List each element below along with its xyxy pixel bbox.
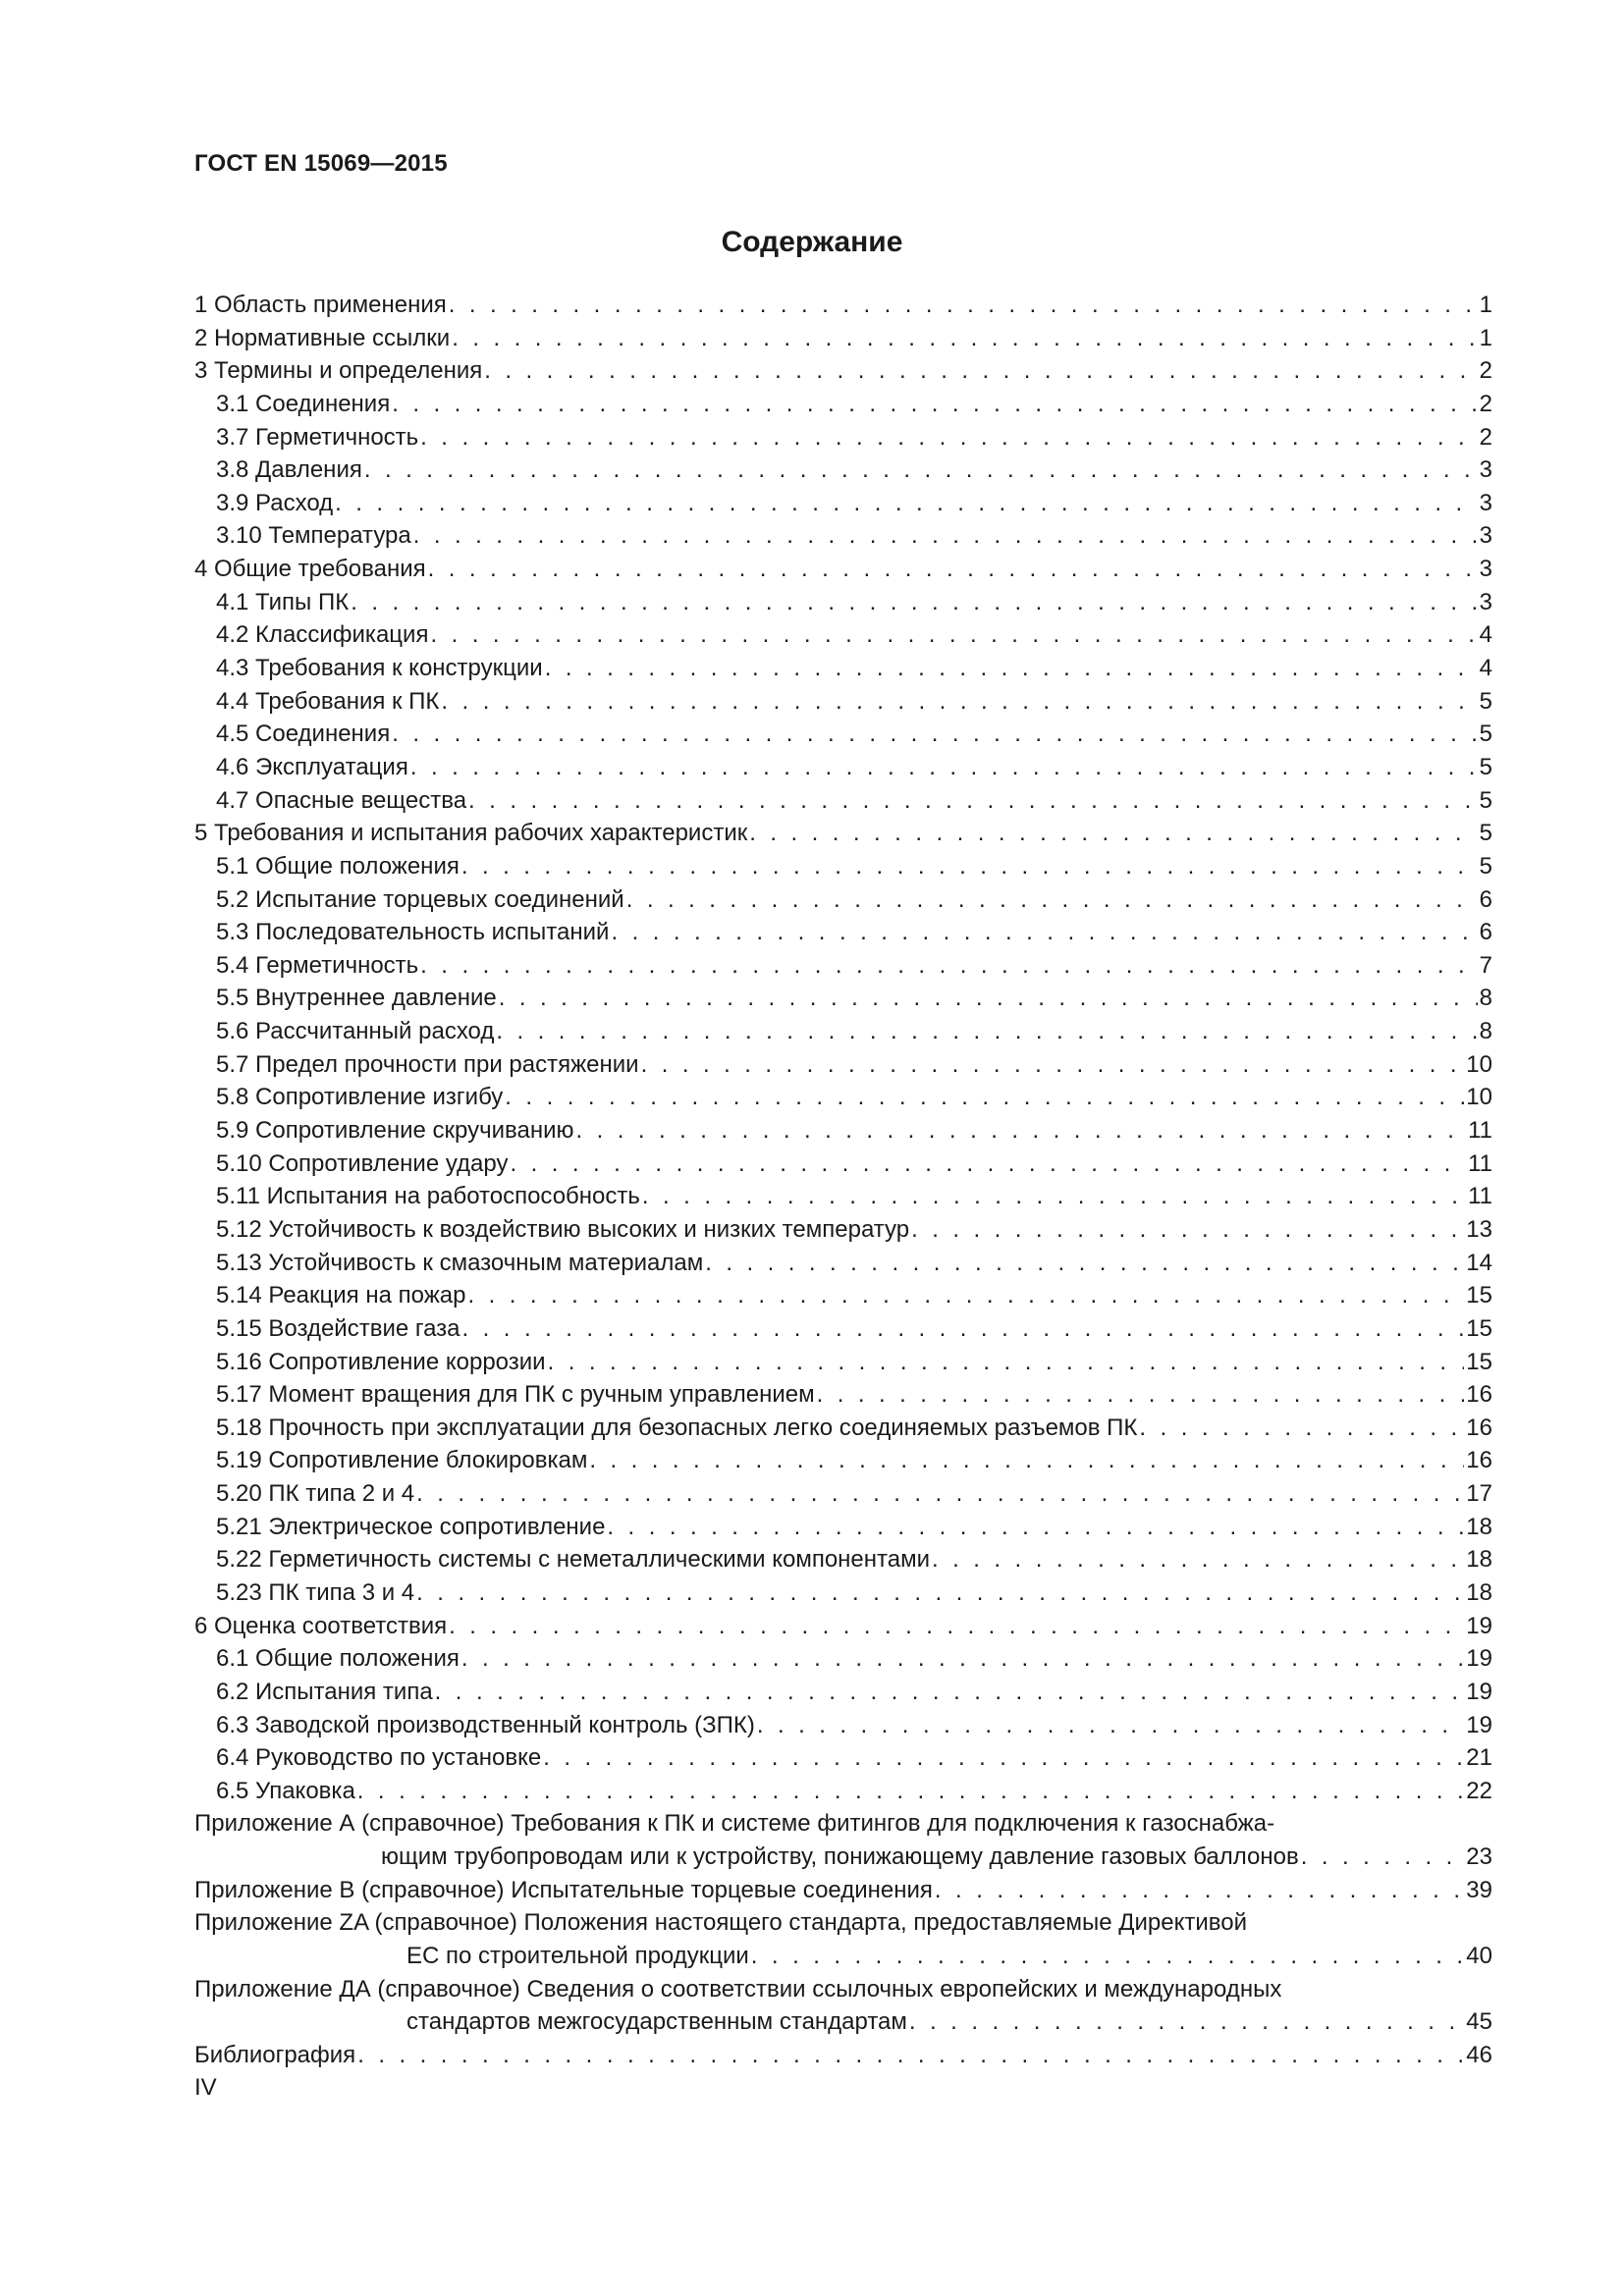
toc-entry-title: 4.4 Требования к ПК — [216, 687, 440, 715]
leader-dots — [510, 1148, 1466, 1181]
toc-entry-title: 4.7 Опасные вещества — [216, 786, 467, 814]
toc-entry-title: 5.7 Предел прочности при растяжении — [216, 1050, 639, 1078]
leader-dots — [932, 1543, 1464, 1576]
toc-entry-title: 5.16 Сопротивление коррозии — [216, 1348, 546, 1375]
leader-dots — [1301, 1841, 1465, 1874]
toc-page-number: 40 — [1466, 1943, 1492, 1970]
leader-dots — [449, 289, 1478, 322]
toc-annex-da-title: Приложение ДА (справочное) Сведения о соответствии ссылочных европейских и международных — [194, 1975, 1282, 2002]
toc-annex-za-title: Приложение ZA (справочное) Положения настоящего стандарта, предоставляемые Директивой — [194, 1909, 1247, 1937]
toc-page-number: 16 — [1466, 1414, 1492, 1441]
toc-page-number: 2 — [1479, 357, 1492, 385]
toc-entry-title: 3 Термины и определения — [194, 357, 483, 385]
toc-page-number: 5 — [1479, 721, 1492, 748]
toc-page-number: 6 — [1479, 885, 1492, 913]
toc-entry[interactable] — [194, 519, 1492, 553]
toc-entry[interactable] — [194, 1642, 1492, 1676]
leader-dots — [462, 1312, 1465, 1346]
toc-entry[interactable] — [194, 487, 1492, 520]
toc-page-number: 23 — [1466, 1843, 1492, 1871]
toc-entry-title: 5.10 Сопротивление удару — [216, 1149, 509, 1177]
toc-page-number: 4 — [1479, 655, 1492, 682]
toc-entry[interactable] — [194, 751, 1492, 784]
toc-page-number: 7 — [1479, 951, 1492, 979]
toc-entry[interactable] — [194, 1247, 1492, 1280]
leader-dots — [357, 1775, 1465, 1808]
leader-dots — [428, 553, 1478, 586]
toc-entry-title: 4.2 Классификация — [216, 621, 429, 649]
toc-entry-title: 5.2 Испытание торцевых соединений — [216, 885, 624, 913]
toc-entry-title: 4.3 Требования к конструкции — [216, 655, 543, 682]
toc-annex-za-line2[interactable] — [194, 1940, 1492, 1973]
toc-page-number: 5 — [1479, 753, 1492, 780]
toc-entry-title: 4.5 Соединения — [216, 721, 391, 748]
toc-entry[interactable] — [194, 586, 1492, 619]
toc-entry[interactable] — [194, 1148, 1492, 1181]
toc-entry-title: 5.1 Общие положения — [216, 852, 460, 880]
leader-dots — [420, 949, 1477, 983]
document-id: ГОСТ EN 15069—2015 — [194, 150, 448, 177]
leader-dots — [461, 850, 1478, 883]
toc-entry[interactable] — [194, 982, 1492, 1015]
page-title: Содержание — [721, 226, 903, 258]
leader-dots — [911, 1213, 1464, 1247]
toc-entry[interactable] — [194, 1676, 1492, 1709]
toc-annex-da-line1[interactable] — [194, 1973, 1492, 2006]
leader-dots — [461, 1642, 1464, 1676]
leader-dots — [416, 1477, 1464, 1511]
toc-entry-title: 5.9 Сопротивление скручиванию — [216, 1117, 574, 1145]
toc-page-number: 2 — [1479, 390, 1492, 417]
toc-entry-title: 3.9 Расход — [216, 489, 334, 516]
toc-entry[interactable] — [194, 322, 1492, 355]
toc-entry-title: 6 Оценка соответствия — [194, 1612, 448, 1639]
toc-entry-title: 5.6 Рассчитанный расход — [216, 1018, 495, 1045]
toc-entry-title: 6.4 Руководство по установке — [216, 1744, 542, 1772]
toc-page-number: 18 — [1466, 1578, 1492, 1606]
toc-entry-title: 5.20 ПК типа 2 и 4 — [216, 1480, 415, 1508]
toc-bibliography-title: Библиография — [194, 2041, 356, 2068]
toc-page-number: 39 — [1466, 1876, 1492, 1903]
leader-dots — [468, 784, 1478, 818]
toc-page-number: 5 — [1479, 852, 1492, 880]
toc-entry-title: 3.8 Давления — [216, 456, 362, 484]
toc-entry[interactable] — [194, 1477, 1492, 1511]
toc-page-number: 3 — [1479, 522, 1492, 550]
toc-page-number: 46 — [1466, 2041, 1492, 2068]
toc-entry[interactable] — [194, 388, 1492, 421]
toc-entry[interactable] — [194, 1015, 1492, 1048]
leader-dots — [1139, 1412, 1464, 1445]
toc-page-number: 17 — [1466, 1480, 1492, 1508]
leader-dots — [626, 883, 1478, 917]
leader-dots — [449, 1610, 1464, 1643]
leader-dots — [817, 1378, 1465, 1412]
toc-annex-za-line1[interactable] — [194, 1906, 1492, 1940]
toc-entry-title: 5.22 Герметичность системы с неметаллическими компонентами — [216, 1546, 931, 1574]
leader-dots — [575, 1114, 1466, 1148]
leader-dots — [410, 751, 1478, 784]
toc-page-number: 22 — [1466, 1777, 1492, 1804]
toc-page-number: 15 — [1466, 1314, 1492, 1342]
toc-page-number: 16 — [1466, 1447, 1492, 1474]
toc-page-number: 19 — [1466, 1645, 1492, 1673]
toc-entry[interactable] — [194, 354, 1492, 388]
toc-entry[interactable] — [194, 421, 1492, 454]
toc-page-number: 11 — [1468, 1149, 1492, 1177]
toc-entry-title: 3.7 Герметичность — [216, 423, 419, 451]
leader-dots — [642, 1180, 1466, 1213]
toc-entry-title: 5.15 Воздействие газа — [216, 1314, 460, 1342]
toc-entry[interactable] — [194, 1312, 1492, 1346]
toc-page-number: 6 — [1479, 919, 1492, 946]
leader-dots — [392, 388, 1477, 421]
toc-entry-title: 3.1 Соединения — [216, 390, 391, 417]
toc-entry[interactable] — [194, 1346, 1492, 1379]
toc-page-number: 21 — [1466, 1744, 1492, 1772]
toc-entry[interactable] — [194, 1378, 1492, 1412]
toc-page-number: 1 — [1479, 292, 1492, 318]
toc-annex-b-title: Приложение В (справочное) Испытательные торцевые соединения — [194, 1876, 933, 1903]
toc-entry[interactable] — [194, 618, 1492, 652]
toc-entry[interactable] — [194, 1543, 1492, 1576]
toc-page-number: 1 — [1479, 324, 1492, 351]
toc-bibliography[interactable] — [194, 2039, 1492, 2072]
toc-entry-title: 4.1 Типы ПК — [216, 588, 350, 615]
toc-entry[interactable] — [194, 1511, 1492, 1544]
toc-page-number: 3 — [1479, 588, 1492, 615]
toc-entry-title: 5.17 Момент вращения для ПК с ручным управлением — [216, 1381, 815, 1409]
toc-entry[interactable] — [194, 1048, 1492, 1082]
toc-entry-title: 4 Общие требования — [194, 556, 426, 583]
toc-entry[interactable] — [194, 1709, 1492, 1742]
toc-entries — [194, 289, 1492, 1807]
toc-page-number: 45 — [1466, 2008, 1492, 2036]
leader-dots — [589, 1444, 1464, 1477]
toc-page-number: 18 — [1466, 1513, 1492, 1540]
toc-entry[interactable] — [194, 883, 1492, 917]
toc-entry[interactable] — [194, 289, 1492, 322]
leader-dots — [413, 519, 1478, 553]
leader-dots — [548, 1346, 1465, 1379]
toc-entry[interactable] — [194, 1279, 1492, 1312]
toc-page-number: 10 — [1466, 1050, 1492, 1078]
toc-entry-title: 5.12 Устойчивость к воздействию высоких и низких температур — [216, 1215, 910, 1243]
toc-page-number: 10 — [1466, 1084, 1492, 1111]
toc-page-number: 5 — [1479, 820, 1492, 847]
toc-page-number: 5 — [1479, 786, 1492, 814]
toc-entry[interactable] — [194, 817, 1492, 850]
leader-dots — [435, 1676, 1465, 1709]
toc-entry-title: 5.3 Последовательность испытаний — [216, 919, 610, 946]
leader-dots — [416, 1576, 1464, 1610]
toc-entry-title: 5.8 Сопротивление изгибу — [216, 1084, 504, 1111]
leader-dots — [392, 718, 1477, 751]
toc-entry[interactable] — [194, 685, 1492, 719]
leader-dots — [751, 1940, 1465, 1973]
toc-entry[interactable] — [194, 1444, 1492, 1477]
toc-annex-a-title-cont: ющим трубопроводам или к устройству, понижающему давление газовых баллонов — [381, 1843, 1299, 1871]
toc-entry[interactable] — [194, 1213, 1492, 1247]
toc-page-number: 19 — [1466, 1612, 1492, 1639]
leader-dots — [505, 1081, 1464, 1114]
toc-entry-title: 5 Требования и испытания рабочих характеристик — [194, 820, 748, 847]
toc-entry-title: 6.2 Испытания типа — [216, 1678, 433, 1705]
toc-entry-title: 2 Нормативные ссылки — [194, 324, 451, 351]
toc-page-number: 3 — [1479, 456, 1492, 484]
toc-entry[interactable] — [194, 1180, 1492, 1213]
toc-page-number: 15 — [1466, 1282, 1492, 1309]
toc-entry[interactable] — [194, 949, 1492, 983]
leader-dots — [499, 982, 1478, 1015]
table-of-contents — [194, 289, 1492, 2072]
toc-entry-title: 6.5 Упаковка — [216, 1777, 355, 1804]
page-number: IV — [194, 2074, 217, 2101]
toc-entry[interactable] — [194, 1775, 1492, 1808]
leader-dots — [909, 2005, 1464, 2039]
toc-entry-title: 5.11 Испытания на работоспособность — [216, 1183, 640, 1210]
leader-dots — [607, 1511, 1464, 1544]
toc-entry-title: 5.19 Сопротивление блокировкам — [216, 1447, 588, 1474]
toc-entry[interactable] — [194, 454, 1492, 487]
leader-dots — [543, 1741, 1464, 1775]
leader-dots — [452, 322, 1477, 355]
toc-annex-a-line2[interactable] — [194, 1841, 1492, 1874]
leader-dots — [496, 1015, 1477, 1048]
toc-page-number: 19 — [1466, 1711, 1492, 1738]
toc-entry[interactable] — [194, 1741, 1492, 1775]
toc-page-number: 4 — [1479, 621, 1492, 649]
toc-entry-title: 4.6 Эксплуатация — [216, 753, 408, 780]
toc-page-number: 8 — [1479, 1018, 1492, 1045]
toc-entry-title: 3.10 Температура — [216, 522, 411, 550]
toc-entry-title: 5.21 Электрическое сопротивление — [216, 1513, 606, 1540]
toc-entry-title: 6.1 Общие положения — [216, 1645, 460, 1673]
toc-page-number: 3 — [1479, 556, 1492, 583]
toc-entry[interactable] — [194, 916, 1492, 949]
leader-dots — [705, 1247, 1464, 1280]
toc-page-number: 5 — [1479, 687, 1492, 715]
toc-annex-b[interactable] — [194, 1874, 1492, 1907]
toc-page-number: 16 — [1466, 1381, 1492, 1409]
toc-page-number: 11 — [1468, 1183, 1492, 1210]
toc-page-number: 18 — [1466, 1546, 1492, 1574]
leader-dots — [749, 817, 1477, 850]
toc-entry[interactable] — [194, 1610, 1492, 1643]
toc-entry-title: 5.14 Реакция на пожар — [216, 1282, 466, 1309]
toc-entry[interactable] — [194, 652, 1492, 685]
leader-dots — [420, 421, 1477, 454]
toc-entry-title: 6.3 Заводской производственный контроль (ЗПК) — [216, 1711, 755, 1738]
toc-page-number: 19 — [1466, 1678, 1492, 1705]
toc-page-number: 11 — [1468, 1117, 1492, 1145]
toc-entry-title: 5.23 ПК типа 3 и 4 — [216, 1578, 415, 1606]
leader-dots — [430, 618, 1477, 652]
toc-annex-da-title-cont: стандартов межгосударственным стандартам — [406, 2008, 907, 2036]
toc-entry-title: 5.4 Герметичность — [216, 951, 419, 979]
leader-dots — [364, 454, 1478, 487]
leader-dots — [441, 685, 1477, 719]
toc-entry-title: 5.13 Устойчивость к смазочным материалам — [216, 1249, 704, 1276]
toc-entry[interactable] — [194, 1081, 1492, 1114]
leader-dots — [484, 354, 1477, 388]
leader-dots — [351, 586, 1477, 619]
leader-dots — [545, 652, 1478, 685]
toc-entry[interactable] — [194, 1576, 1492, 1610]
toc-page-number: 2 — [1479, 423, 1492, 451]
leader-dots — [935, 1874, 1464, 1907]
toc-annex-a-line1[interactable] — [194, 1807, 1492, 1841]
toc-entry-title: 5.5 Внутреннее давление — [216, 985, 497, 1012]
leader-dots — [641, 1048, 1465, 1082]
toc-entry[interactable] — [194, 1114, 1492, 1148]
toc-page-number: 15 — [1466, 1348, 1492, 1375]
leader-dots — [611, 916, 1477, 949]
leader-dots — [757, 1709, 1464, 1742]
leader-dots — [467, 1279, 1464, 1312]
toc-page-number: 8 — [1479, 985, 1492, 1012]
toc-entry[interactable] — [194, 784, 1492, 818]
toc-annex-da-line2[interactable] — [194, 2005, 1492, 2039]
toc-entry[interactable] — [194, 553, 1492, 586]
leader-dots — [335, 487, 1477, 520]
toc-entry-title: 5.18 Прочность при эксплуатации для безопасных легко соединяемых разъемов ПК — [216, 1414, 1138, 1441]
leader-dots — [357, 2039, 1464, 2072]
toc-page-number: 3 — [1479, 489, 1492, 516]
toc-page-number: 13 — [1466, 1215, 1492, 1243]
toc-entry[interactable] — [194, 1412, 1492, 1445]
toc-entry-title: 1 Область применения — [194, 292, 447, 318]
toc-page-number: 14 — [1466, 1249, 1492, 1276]
toc-annex-za-title-cont: ЕС по строительной продукции — [406, 1943, 749, 1970]
toc-entry[interactable] — [194, 850, 1492, 883]
toc-entry[interactable] — [194, 718, 1492, 751]
toc-annex-a-title: Приложение А (справочное) Требования к ПК и системе фитингов для подключения к газоснабжа- — [194, 1810, 1275, 1838]
